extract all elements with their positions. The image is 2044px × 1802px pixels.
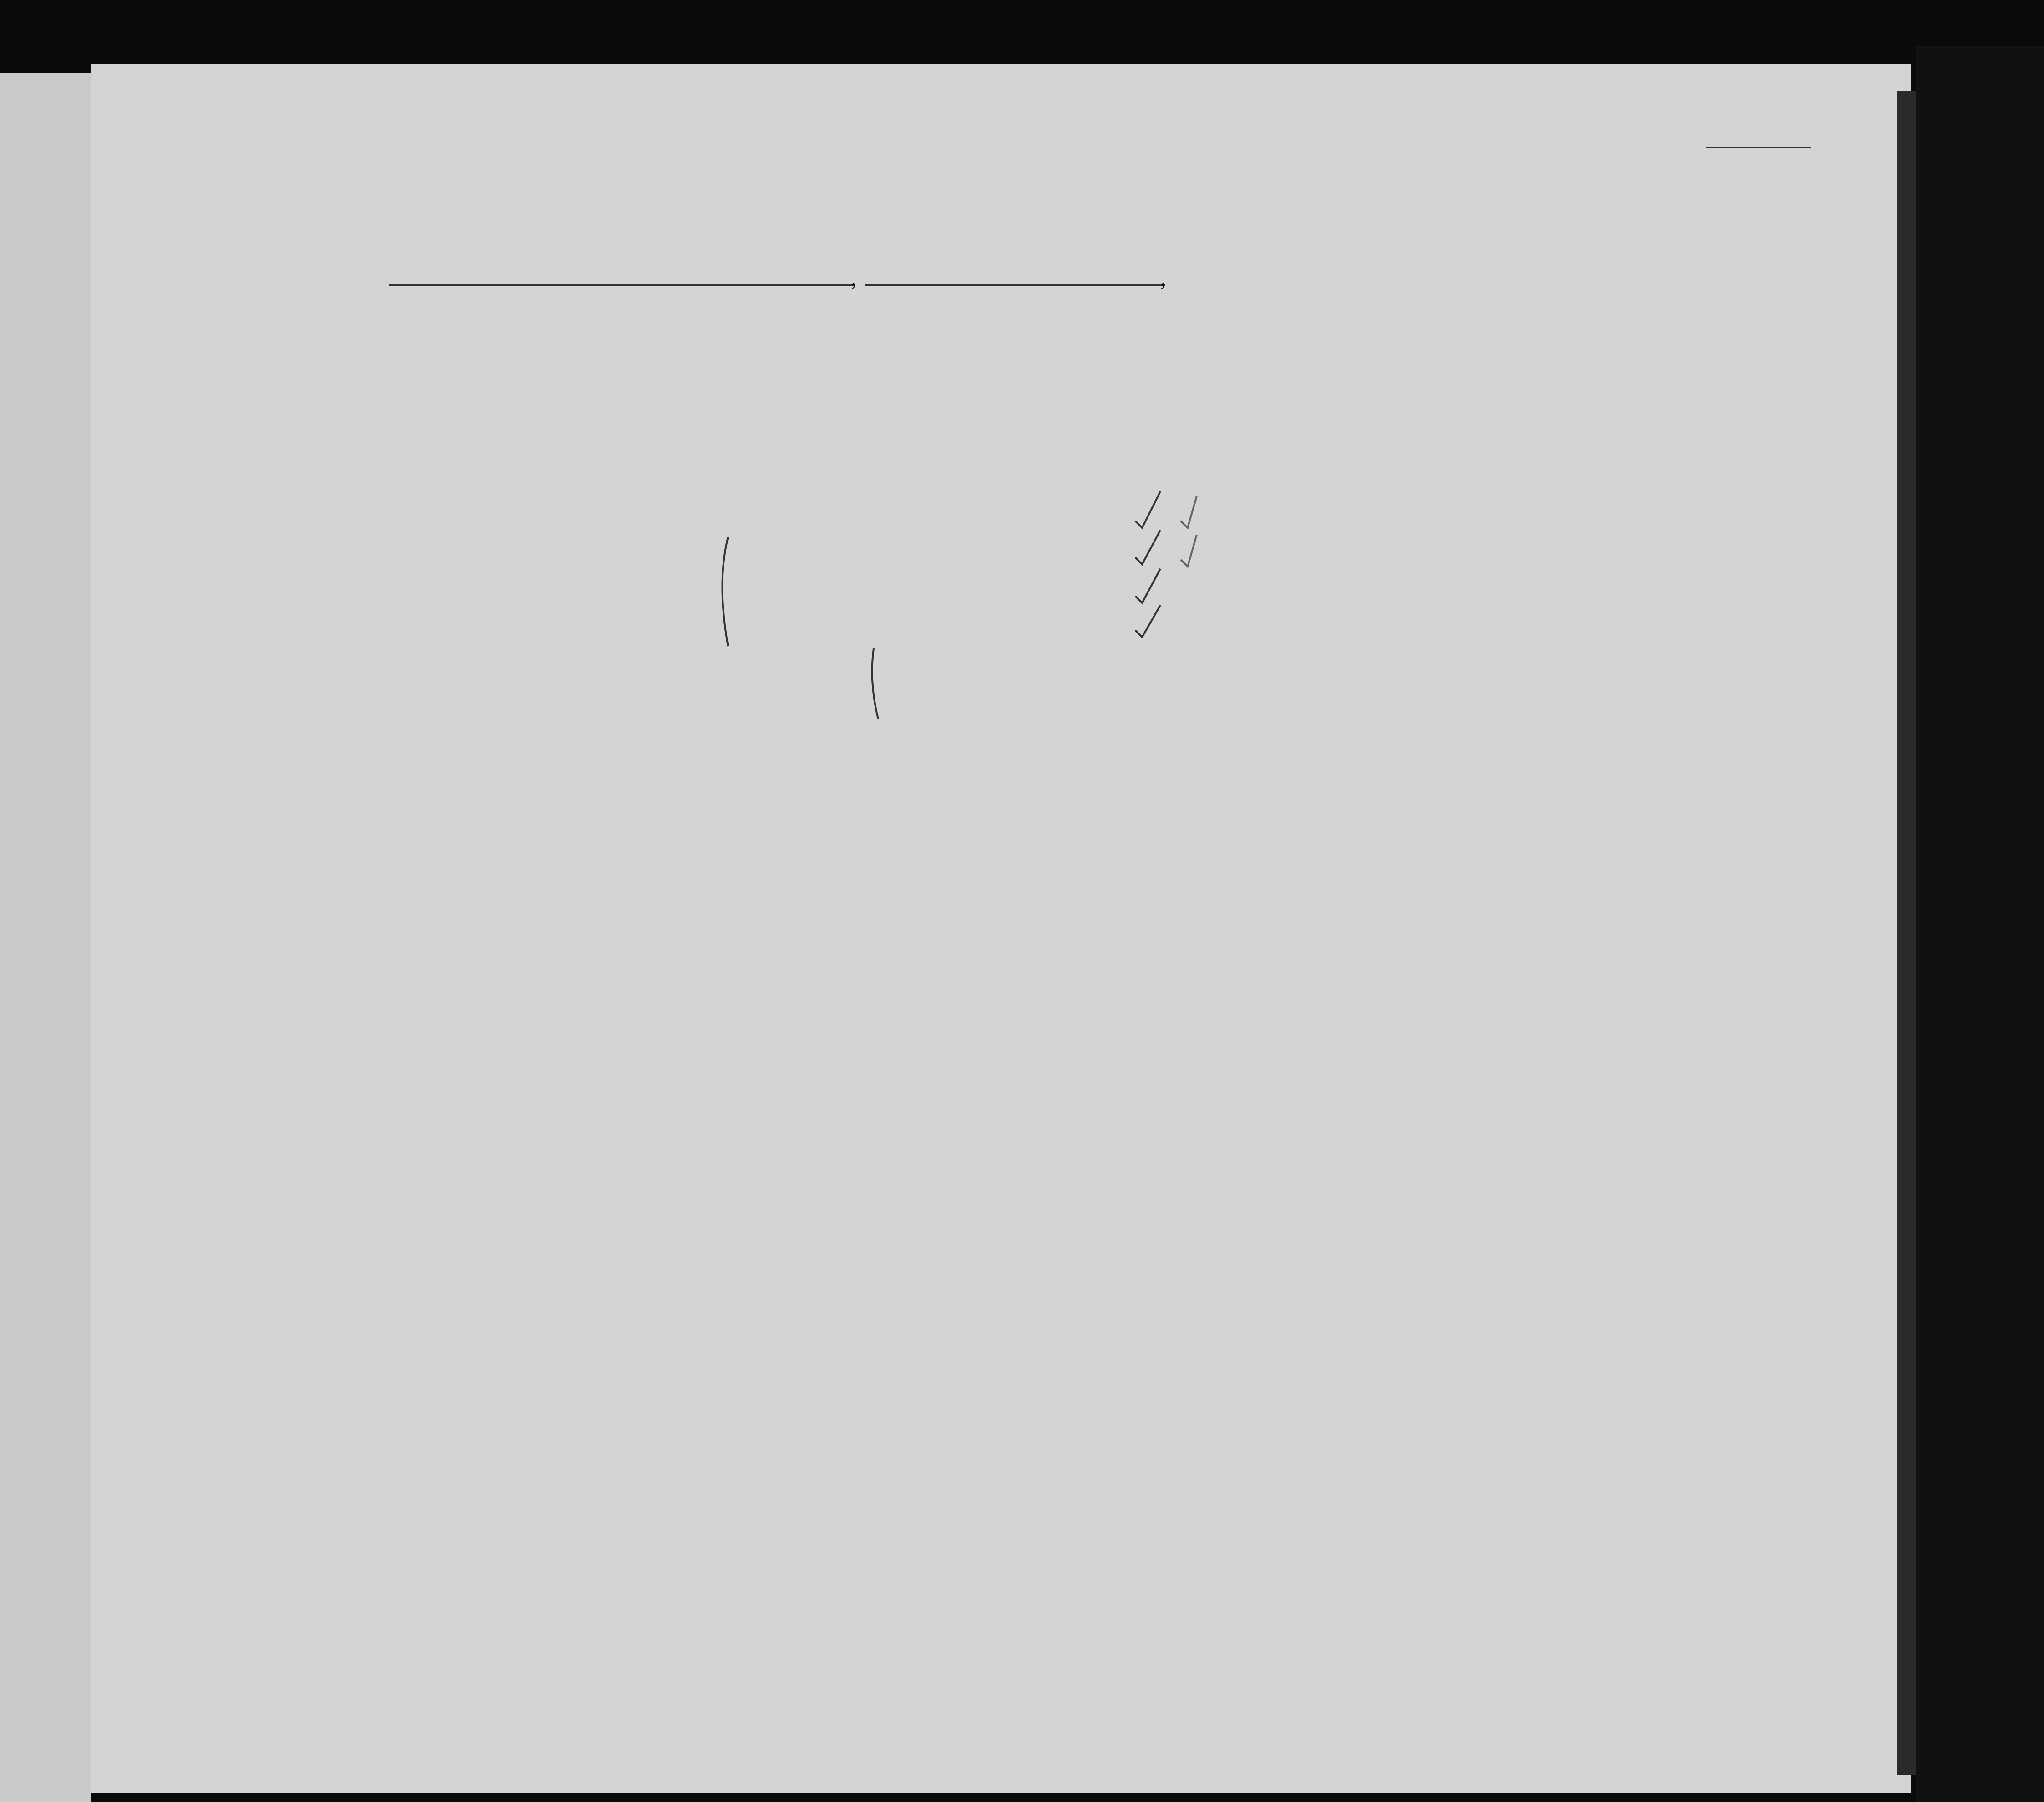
comma: , [851,267,856,291]
checkmark [1135,530,1160,564]
checkmark [1135,491,1160,528]
checkmark [1135,605,1160,637]
bracket-mark [872,648,878,719]
checkmark [1181,535,1197,567]
checkmark [1181,496,1197,528]
comma: , [1160,267,1166,291]
checkmark [1135,569,1160,603]
checkmarks [723,491,1197,719]
bracket-mark [723,537,729,646]
